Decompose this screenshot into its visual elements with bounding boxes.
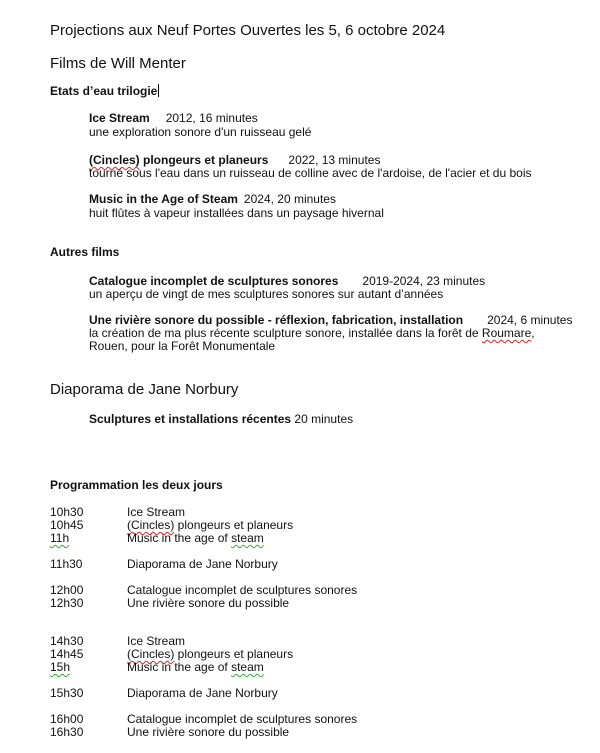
schedule-time: 12h00 <box>50 583 84 597</box>
schedule-time: 14h30 <box>50 634 84 648</box>
schedule-label: Music in the age of steam <box>127 531 264 545</box>
schedule-time: 12h30 <box>50 596 84 610</box>
schedule-label: (Cincles) plongeurs et planeurs <box>127 647 294 661</box>
schedule-time: 10h45 <box>50 518 84 532</box>
schedule-label: Music in the age of steam <box>127 660 264 674</box>
schedule-label: Diaporama de Jane Norbury <box>127 686 278 700</box>
film-desc-cincles: tourné sous l'eau dans un ruisseau de colline avec de l'ardoise, de l'acier et du bois <box>89 166 532 180</box>
schedule-time: 16h00 <box>50 712 84 726</box>
film-desc-ice-stream: une exploration sonore d'un ruisseau gelé <box>89 125 312 139</box>
diaporama-heading: Diaporama de Jane Norbury <box>50 381 239 398</box>
film-desc-catalogue: un aperçu de vingt de mes sculptures sonores sur autant d’années <box>89 287 444 301</box>
document-title: Projections aux Neuf Portes Ouvertes les 5, 6 octobre 2024 <box>50 22 446 39</box>
schedule-time: 14h45 <box>50 647 84 661</box>
schedule-time: 10h30 <box>50 505 84 519</box>
trilogy-heading: Etats d’eau trilogie <box>50 84 158 98</box>
schedule-label: (Cincles) plongeurs et planeurs <box>127 518 294 532</box>
film-title-music-steam: Music in the Age of Steam 2024, 20 minutes <box>89 192 336 206</box>
film-desc-riviere-line1: la création de ma plus récente sculpture sonore, installée dans la forêt de Roumare, <box>89 326 535 340</box>
schedule-time: 16h30 <box>50 725 84 739</box>
schedule-label: Une rivière sonore du possible <box>127 596 290 610</box>
film-title-cincles: (Cincles) plongeurs et planeurs 2022, 13 minutes <box>89 153 381 167</box>
schedule-label: Ice Stream <box>127 505 186 519</box>
film-title-ice-stream: Ice Stream 2012, 16 minutes <box>89 111 258 125</box>
schedule-time: 11h <box>50 531 70 545</box>
schedule-time: 15h <box>50 660 71 674</box>
schedule-label: Diaporama de Jane Norbury <box>127 557 278 571</box>
films-heading: Films de Will Menter <box>50 55 186 72</box>
schedule-label: Ice Stream <box>127 634 186 648</box>
diaporama-item: Sculptures et installations récentes 20 minutes <box>89 412 354 426</box>
schedule-label: Catalogue incomplet de sculptures sonores <box>127 583 358 597</box>
film-title-riviere: Une rivière sonore du possible - réflexion, fabrication, installation 2024, 6 minutes <box>89 313 573 327</box>
schedule-time: 15h30 <box>50 686 84 700</box>
schedule-time: 11h30 <box>50 557 83 571</box>
schedule-label: Catalogue incomplet de sculptures sonores <box>127 712 358 726</box>
film-desc-riviere-line2: Rouen, pour la Forêt Monumentale <box>89 339 276 353</box>
autres-heading: Autres films <box>50 245 120 259</box>
schedule-label: Une rivière sonore du possible <box>127 725 290 739</box>
text-cursor <box>158 84 159 97</box>
schedule-heading: Programmation les deux jours <box>50 478 223 492</box>
film-desc-music-steam: huit flûtes à vapeur installées dans un paysage hivernal <box>89 206 384 220</box>
film-title-catalogue: Catalogue incomplet de sculptures sonores 2019-2024, 23 minutes <box>89 274 486 288</box>
